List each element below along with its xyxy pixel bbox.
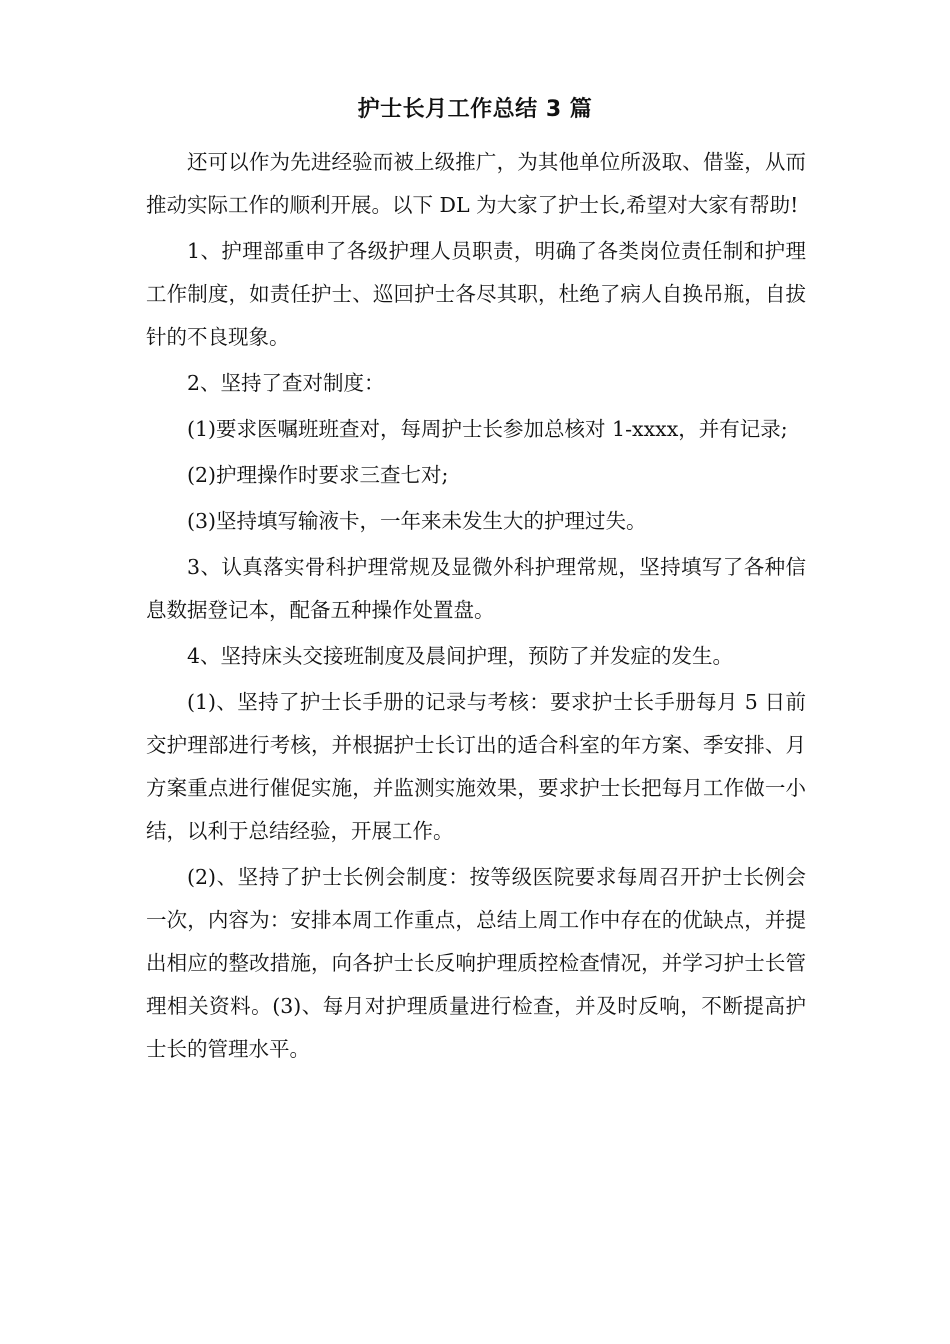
paragraph-sub-4-1: (1)、坚持了护士长手册的记录与考核：要求护士长手册每月 5 日前交护理部进行考核，并根据护士长订出的适合科室的年方案、季安排、月方案重点进行催促实施，并监测实施效果，要求护士长把每月工作做一小结，以利于总结经验，开展工作。 [146, 690, 806, 843]
paragraph-item-4: 4、坚持床头交接班制度及晨间护理，预防了并发症的发生。 [187, 644, 734, 668]
paragraph-item-1: 1、护理部重申了各级护理人员职责，明确了各类岗位责任制和护理工作制度，如责任护士、巡回护士各尽其职，杜绝了病人自换吊瓶，自拔针的不良现象。 [146, 239, 806, 349]
paragraph-sub-2: (2)护理操作时要求三查七对; [187, 463, 449, 487]
paragraph-sub-1: (1)要求医嘱班班查对，每周护士长参加总核对 1-xxxx，并有记录; [187, 417, 788, 441]
paragraph-item-2: 2、坚持了查对制度： [187, 371, 385, 395]
paragraph-sub-3: (3)坚持填写输液卡，一年来未发生大的护理过失。 [187, 509, 647, 533]
paragraph-item-3: 3、认真落实骨科护理常规及显微外科护理常规，坚持填写了各种信息数据登记本，配备五种操作处置盘。 [146, 555, 806, 622]
paragraph-intro: 还可以作为先进经验而被上级推广，为其他单位所汲取、借鉴，从而推动实际工作的顺利开展。以下 DL 为大家了护士长,希望对大家有帮助! [146, 150, 806, 217]
document-title: 护士长月工作总结 3 篇 [357, 97, 593, 122]
document-body [146, 141, 806, 1074]
paragraph-sub-4-2: (2)、坚持了护士长例会制度：按等级医院要求每周召开护士长例会一次，内容为：安排本周工作重点，总结上周工作中存在的优缺点，并提出相应的整改措施，向各护士长反响护理质控检查情况，并学习护士长管理相关资料。(3)、每月对护理质量进行检查，并及时反响，不断提高护士长的管理水平。 [146, 865, 806, 1061]
